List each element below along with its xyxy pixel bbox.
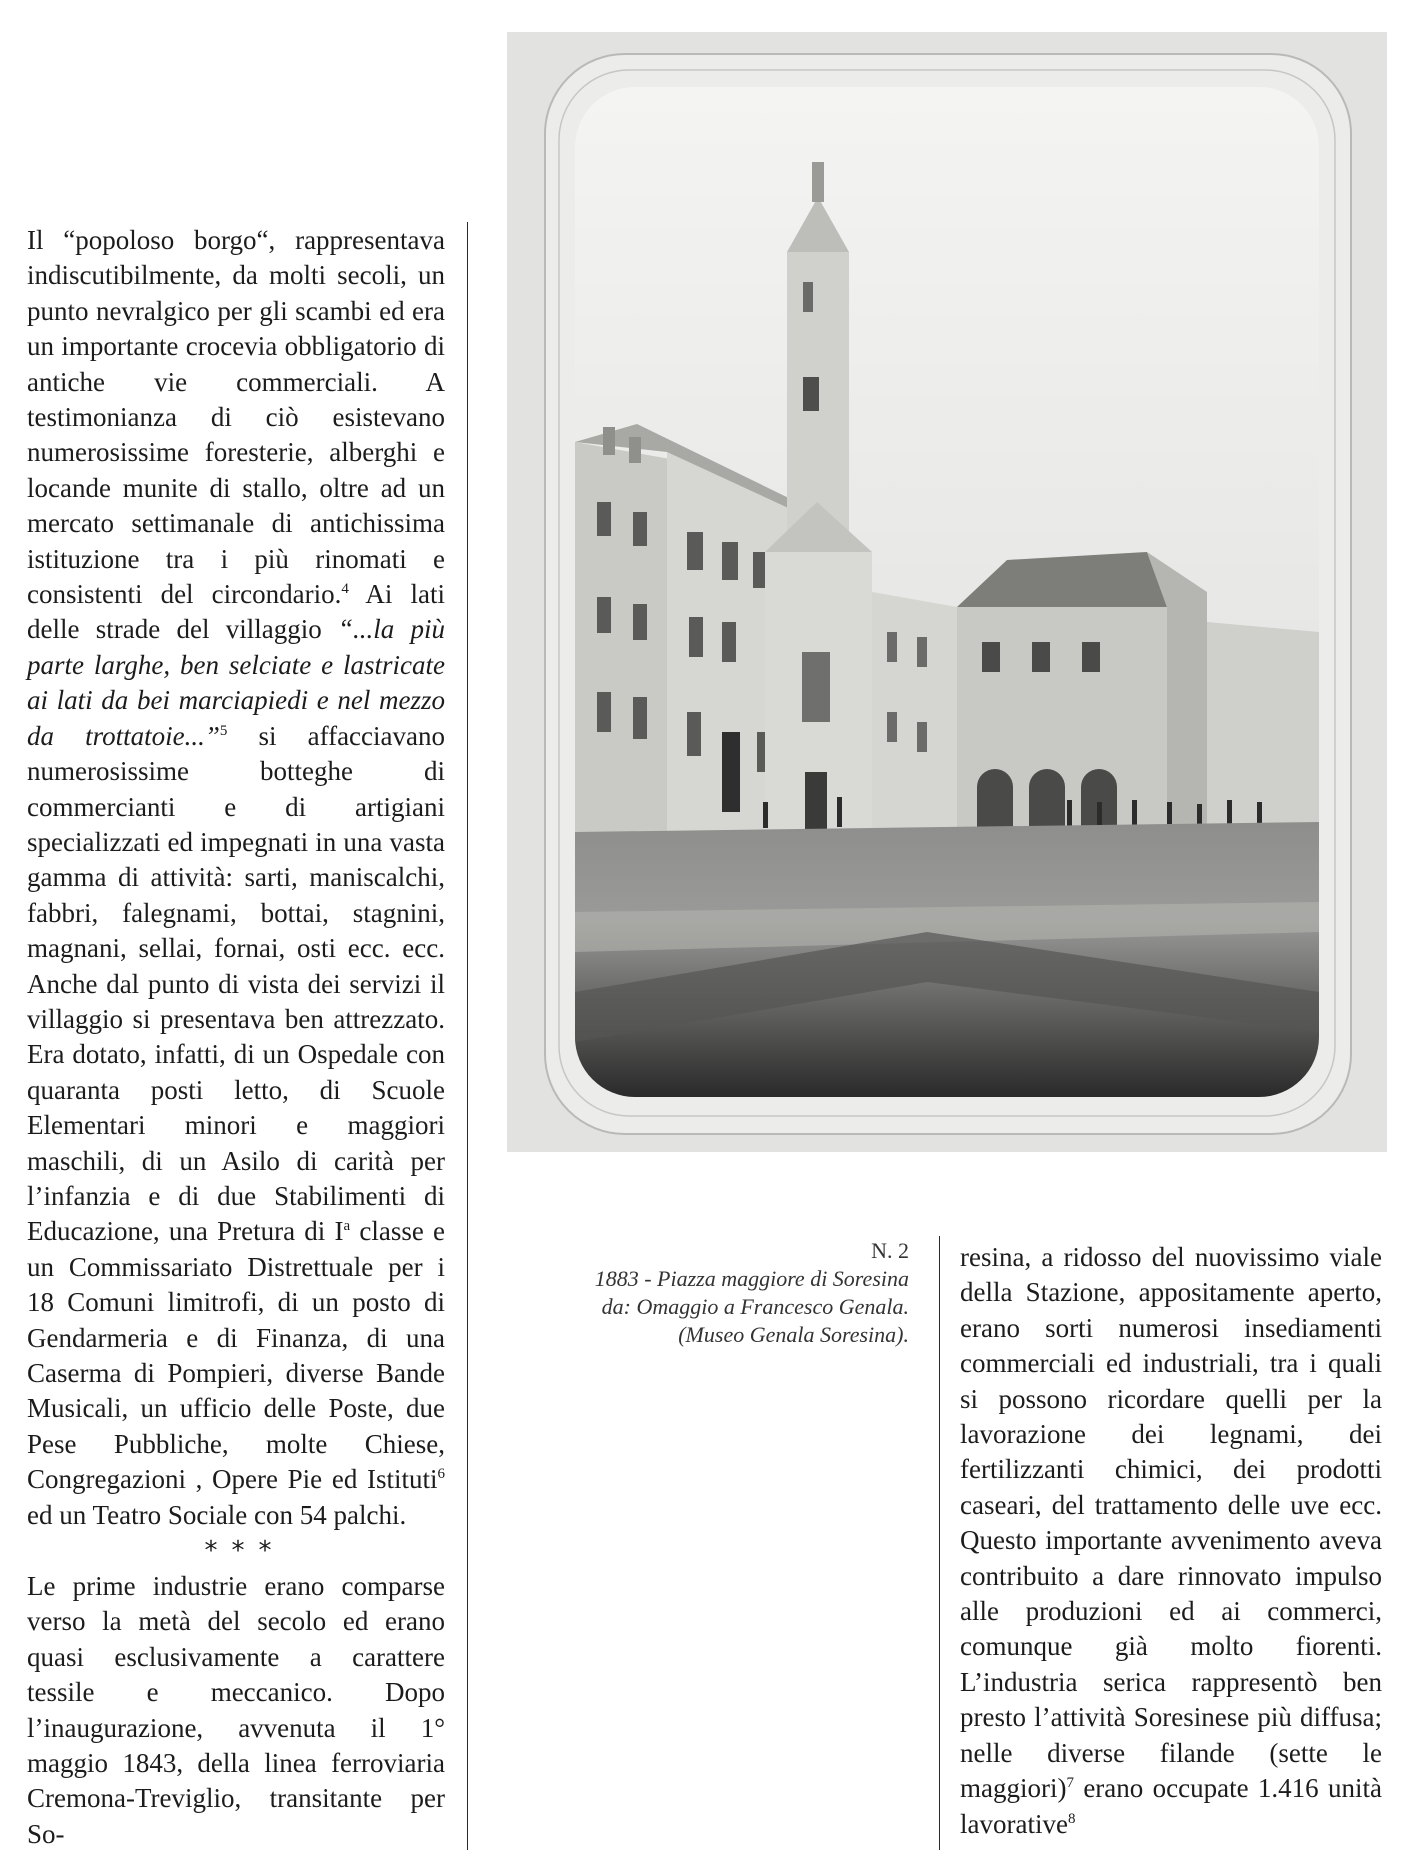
- paragraph-text: ed un Teatro Sociale con 54 palchi.: [27, 1499, 407, 1530]
- paragraph-text: Il “popoloso borgo“, rappresentava indiscutibilmente, da molti secoli, un punto nevralgico per gli scambi ed era un importante crocevia obbligatorio di antiche vie commerciali. A testimonianza di ciò esistevano numerosissime foresterie, alberghi e locande munite di stallo, oltre ad un mercato settimanale di antichissima istituzione tra i più rinomati e consistenti del circondario.: [27, 225, 445, 610]
- column-rule: [467, 222, 468, 1850]
- body-paragraph: Le prime industrie erano comparse verso la metà del secolo ed erano quasi esclusivamente a carattere tessile e meccanico. Dopo l’inaugurazione, avvenuta il 1° maggio 1843, della linea ferroviaria Cremona-Treviglio, transitante per So-: [27, 1571, 445, 1849]
- quotation: “...la più parte larghe, ben selciate e lastricate ai lati da bei marciapiedi e nel mezzo da trottatoie...”: [27, 614, 445, 751]
- photo-caption: [505, 1237, 909, 1349]
- body-paragraph: [960, 1240, 1382, 1842]
- left-text-column: [27, 223, 445, 1852]
- paragraph-text: classe e un Commissariato Distrettuale per i 18 Comuni limitrofi, di un posto di Gendarmeria e di Finanza, di una Caserma di Pompieri, diverse Bande Musicali, un ufficio delle Poste, due Pese Pubbliche, molte Chiese, Congregazioni , Opere Pie ed Istituti: [27, 1216, 446, 1495]
- caption-line: da: Omaggio a Francesco Genala.: [601, 1294, 909, 1319]
- footnote-marker: 8: [1067, 1810, 1076, 1827]
- historical-photograph: [507, 32, 1387, 1152]
- caption-line: (Museo Genala Soresina).: [678, 1322, 909, 1347]
- paragraph-text: si affacciavano numerosissime botteghe di commercianti e di artigiani specializzati ed impegnati in una vasta gamma di attività: sarti, maniscalchi, fabbri, falegnami, bottai, stagnini, magnani, sellai, fornai, osti ecc. ecc. Anche dal punto di vista dei servizi il villaggio si presentava ben attrezzato. Era dotato, infatti, di un Ospedale con quaranta posti letto, di Scuole Elementari minori e maggiori maschili, di un Asilo di carità per l’infanzia e di due Stabilimenti di Educazione, una Pretura di I: [27, 720, 445, 1247]
- section-separator: ***: [204, 1536, 286, 1567]
- column-rule: [939, 1236, 940, 1850]
- right-text-column: [960, 1240, 1382, 1842]
- paragraph-text: resina, a ridosso del nuovissimo viale della Stazione, appositamente aperto, erano sorti numerosi insediamenti commerciali ed industriali, tra i quali si possono ricordare quelli per la lavorazione dei legnami, dei fertilizzanti chimici, dei prodotti caseari, del trattamento delle uve ecc. Questo importante avvenimento aveva contribuito a dare rinnovato impulso alle produzioni ed ai commerci, comunque già molto fiorenti. L’industria serica rappresentò ben presto l’attività Soresinese più diffusa; nelle diverse filande (sette le maggiori): [960, 1242, 1382, 1804]
- figure-number: N. 2: [871, 1238, 909, 1263]
- caption-line: 1883 - Piazza maggiore di Soresina: [594, 1266, 909, 1291]
- footnote-marker: 4: [341, 581, 349, 598]
- ordinal-superscript: a: [343, 1218, 351, 1235]
- paragraph-text: Ai lati delle strade del villaggio: [27, 579, 445, 645]
- paragraph-text: erano occupate 1.416 unità lavorative: [960, 1773, 1382, 1839]
- footnote-marker: 7: [1066, 1775, 1074, 1792]
- footnote-marker: 5: [219, 722, 228, 739]
- footnote-marker: 6: [437, 1466, 445, 1483]
- body-paragraph: [27, 223, 445, 1533]
